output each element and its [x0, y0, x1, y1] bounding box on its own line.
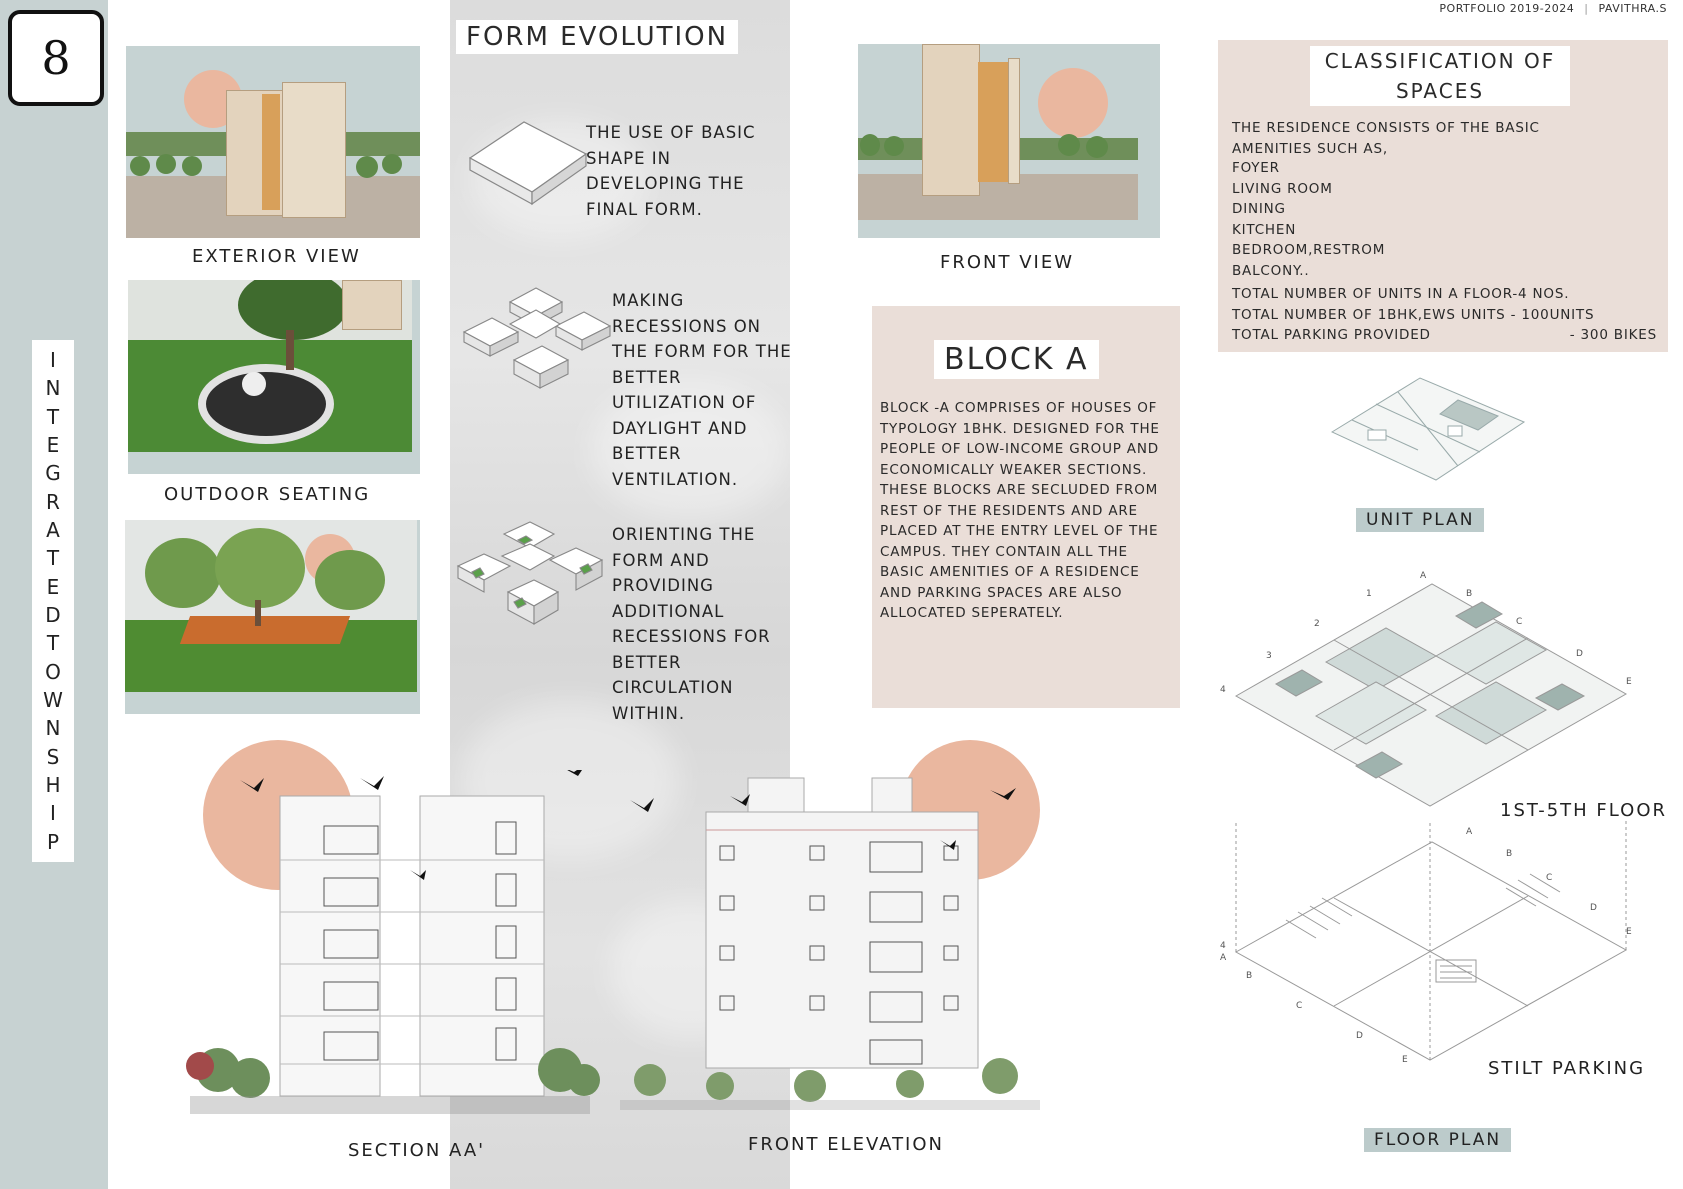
svg-text:4: 4: [1220, 685, 1226, 695]
svg-text:A: A: [1420, 571, 1427, 581]
form-step-3-text: ORIENTING THE FORM AND PROVIDING ADDITIONAL RECESSIONS FOR BETTER CIRCULATION WITHIN.: [612, 525, 771, 723]
side-title-letter: I: [50, 348, 56, 373]
side-title-letter: T: [46, 631, 60, 656]
space-item: LIVING ROOM: [1232, 180, 1333, 197]
side-title-letter: E: [46, 433, 60, 458]
side-title: [32, 340, 74, 862]
side-title-letter: A: [46, 518, 60, 543]
block-a-description: BLOCK -A COMPRISES OF HOUSES OF TYPOLOGY 1BHK. DESIGNED FOR THE PEOPLE OF LOW-INCOME GROUP AND ECONOMICALLY WEAKER SECTIONS. THESE BLOCKS ARE SECLUDED FROM REST OF THE RESIDENTS AND ARE PLACED AT THE ENTRY LEVEL OF THE CAMPUS. THEY CONTAIN ALL THE BASIC AMENITIES OF A RESIDENCE AND PARKING SPACES ARE ALSO ALLOCATED SEPERATELY.: [880, 400, 1160, 621]
side-title-letter: S: [46, 744, 60, 769]
portfolio-label: PORTFOLIO 2019-2024: [1439, 2, 1575, 15]
outdoor-seating-image: [128, 280, 420, 474]
side-title-letter: N: [45, 376, 61, 401]
form-step-2-text: MAKING RECESSIONS ON THE FORM FOR THE BETTER UTILIZATION OF DAYLIGHT AND BETTER VENTILATION.: [612, 291, 792, 489]
space-item: FOYER: [1232, 160, 1280, 176]
svg-text:D: D: [1590, 903, 1597, 913]
svg-text:B: B: [1466, 589, 1473, 599]
outdoor-seating-caption: OUTDOOR SEATING: [164, 484, 371, 505]
header: PORTFOLIO 2019-2024 | PAVITHRA.S: [1439, 2, 1667, 15]
classification-title-line2: SPACES: [1395, 79, 1485, 103]
side-title-letter: T: [46, 546, 60, 571]
svg-text:E: E: [1626, 677, 1632, 687]
space-item: BEDROOM,RESTROM: [1232, 242, 1386, 258]
total-row: [1232, 284, 1657, 305]
form-step-1-text: THE USE OF BASIC SHAPE IN DEVELOPING THE FINAL FORM.: [586, 123, 756, 219]
stilt-parking-caption: STILT PARKING: [1488, 1058, 1646, 1079]
svg-text:D: D: [1356, 1031, 1363, 1041]
page-number-badge: 8: [8, 10, 104, 106]
svg-text:2: 2: [1314, 619, 1320, 629]
classification-intro: THE RESIDENCE CONSISTS OF THE BASIC AMENITIES SUCH AS,: [1232, 120, 1540, 157]
spaces-list: [1232, 158, 1612, 281]
form-evolution-title: FORM EVOLUTION: [456, 20, 738, 54]
total-label: TOTAL PARKING PROVIDED: [1232, 327, 1431, 343]
side-title-letter: E: [46, 574, 60, 599]
exterior-view-caption: EXTERIOR VIEW: [192, 246, 361, 267]
side-title-letter: O: [45, 659, 61, 684]
block-a-title: BLOCK A: [934, 340, 1099, 379]
recessed-shape-diagram: [460, 284, 612, 414]
exterior-view-image: [126, 46, 420, 238]
svg-text:C: C: [1546, 873, 1553, 883]
floor-1-5-caption: 1ST-5TH FLOOR: [1500, 800, 1668, 821]
total-label: TOTAL NUMBER OF UNITS IN A FLOOR-4 NOS.: [1232, 286, 1570, 302]
side-title-letter: I: [50, 801, 56, 826]
front-elevation-caption: FRONT ELEVATION: [748, 1134, 944, 1155]
section-caption: SECTION AA': [348, 1140, 486, 1161]
front-elevation-drawing: [610, 760, 1050, 1130]
classification-title-line1: CLASSIFICATION OF: [1324, 49, 1556, 73]
side-title-letter: P: [46, 829, 60, 854]
svg-text:3: 3: [1266, 651, 1272, 661]
svg-text:A: A: [1466, 827, 1473, 837]
totals-list: [1232, 284, 1657, 346]
svg-text:A: A: [1220, 953, 1227, 963]
author-label: PAVITHRA.S: [1598, 2, 1667, 15]
svg-text:E: E: [1626, 927, 1632, 937]
space-item: KITCHEN: [1232, 221, 1297, 238]
basic-shape-diagram: [466, 118, 590, 214]
side-title-letter: N: [45, 716, 61, 741]
side-title-letter: T: [46, 404, 60, 429]
side-title-letter: R: [46, 489, 60, 514]
typical-floor-plan-drawing: [1206, 566, 1666, 816]
side-title-letter: D: [45, 603, 61, 628]
svg-text:B: B: [1246, 971, 1253, 981]
floor-plan-caption: FLOOR PLAN: [1364, 1128, 1511, 1152]
side-title-letter: G: [45, 461, 61, 486]
svg-text:E: E: [1402, 1055, 1408, 1065]
oriented-shape-diagram: [454, 520, 606, 640]
svg-text:C: C: [1516, 617, 1523, 627]
total-row: [1232, 325, 1657, 346]
front-view-caption: FRONT VIEW: [940, 252, 1075, 273]
garden-seating-image: [125, 520, 420, 714]
side-title-letter: W: [43, 688, 63, 713]
svg-text:B: B: [1506, 849, 1513, 859]
space-item: BALCONY..: [1232, 262, 1310, 279]
unit-plan-drawing: [1328, 370, 1528, 488]
svg-text:1: 1: [1366, 589, 1372, 599]
total-label: TOTAL NUMBER OF 1BHK,EWS UNITS - 100UNITS: [1232, 306, 1595, 323]
total-value: - 300 BIKES: [1569, 327, 1657, 343]
unit-plan-caption: UNIT PLAN: [1356, 508, 1484, 532]
space-item: DINING: [1232, 201, 1286, 217]
front-view-image: [858, 44, 1160, 238]
total-row: [1232, 305, 1657, 326]
classification-title: [1310, 46, 1570, 106]
side-title-letter: H: [45, 773, 61, 798]
svg-text:D: D: [1576, 649, 1583, 659]
svg-text:4: 4: [1220, 941, 1226, 951]
stilt-parking-plan-drawing: [1206, 820, 1646, 1080]
svg-text:C: C: [1296, 1001, 1303, 1011]
section-drawing: [180, 770, 600, 1140]
